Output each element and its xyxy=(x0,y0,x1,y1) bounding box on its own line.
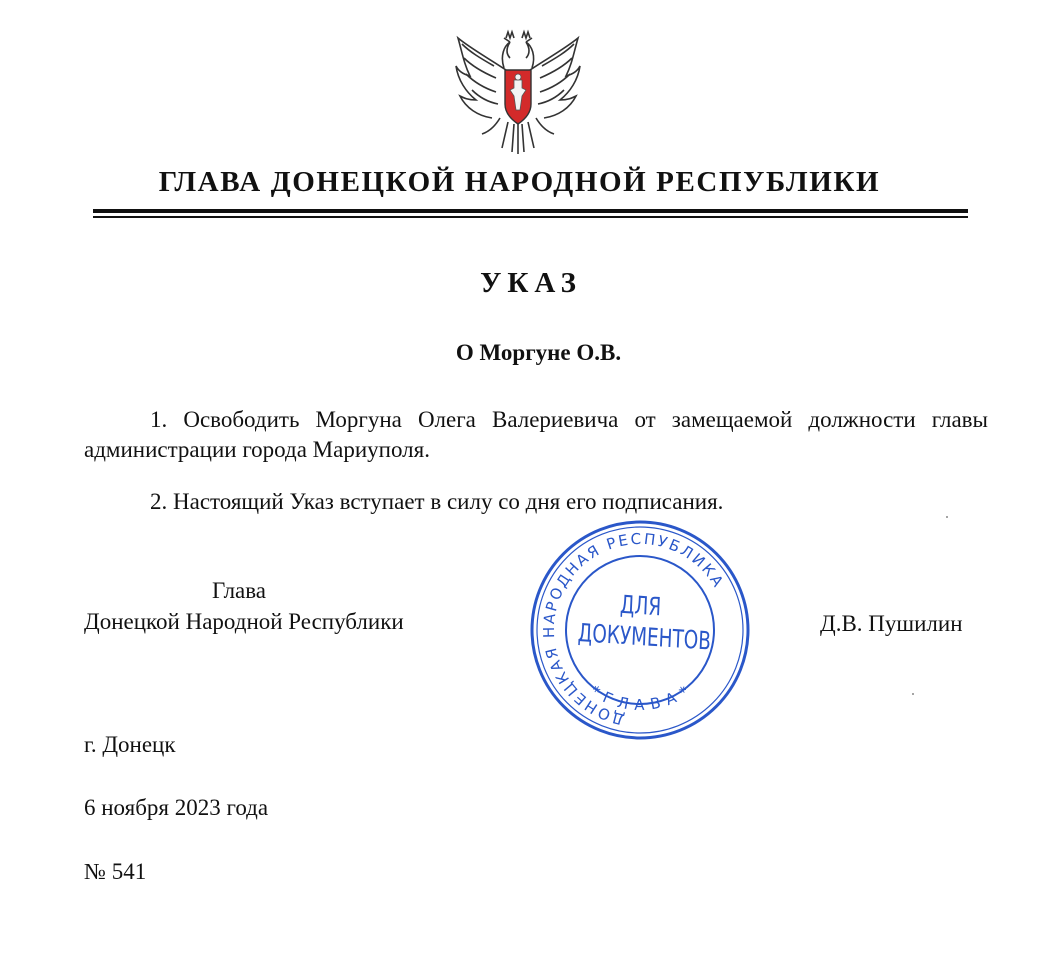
decree-number: № 541 xyxy=(84,859,147,884)
stamp-center-text xyxy=(577,586,712,656)
decree-date: 6 ноября 2023 года xyxy=(84,795,269,820)
signature-org: Донецкой Народной Республики xyxy=(84,609,404,634)
header-rule-thick xyxy=(93,209,968,213)
double-headed-eagle-emblem-icon xyxy=(448,18,588,158)
header-title: ГЛАВА ДОНЕЦКОЙ НАРОДНОЙ РЕСПУБЛИКИ xyxy=(158,166,881,198)
scan-speck xyxy=(912,693,914,695)
decree-paragraph-1: 1. Освободить Моргуна Олега Валериевича от замещаемой должности главы администрации города Мариуполя. xyxy=(84,407,988,462)
decree-paragraph-2: 2. Настоящий Указ вступает в силу со дня его подписания. xyxy=(150,489,724,514)
signature-role: Глава xyxy=(212,578,267,603)
stamp-center-line-2: ДОКУМЕНТОВ xyxy=(577,618,712,656)
signature-name: Д.В. Пушилин xyxy=(820,611,963,636)
decree-title: УКАЗ xyxy=(480,267,582,299)
header-rule-thin xyxy=(93,216,968,218)
stamp-ring-top: ДОНЕЦКАЯ НАРОДНАЯ РЕСПУБЛИКА xyxy=(539,529,729,729)
decree-subject: О Моргуне О.В. xyxy=(455,340,622,365)
place: г. Донецк xyxy=(84,732,176,757)
stamp-ring-bottom: * Г Л А В А * xyxy=(587,681,693,714)
scan-speck xyxy=(946,516,948,518)
stamp-center-line-1: ДЛЯ xyxy=(619,589,662,622)
